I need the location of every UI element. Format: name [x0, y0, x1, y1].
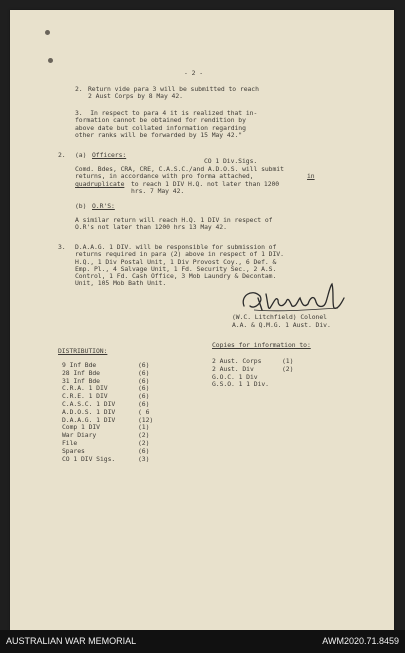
distribution-row-name: 28 Inf Bde [62, 368, 100, 377]
distribution-row-name: A.D.O.S. 1 DIV [62, 407, 116, 416]
ors-heading: O.R'S: [92, 202, 115, 210]
item-b-label: (b) [75, 202, 87, 210]
page-number: - 2 - [184, 69, 203, 77]
distribution-row-name: 31 Inf Bde [62, 376, 100, 385]
distribution-row-name: Comp 1 DIV [62, 423, 100, 432]
copies-row-name: 2 Aust. Div [212, 364, 254, 373]
distribution-row-name: File [62, 439, 78, 447]
distribution-row-count: (6) [138, 446, 150, 455]
distribution-row-count: (6) [138, 392, 150, 401]
distribution-row-count: (3) [138, 454, 150, 463]
document-page [10, 10, 394, 630]
copies-row-name: G.O.C. 1 Div [212, 372, 258, 381]
para-2-num: 2. [75, 85, 83, 93]
realized-para-text: 3. In respect to para 4 it is realized that in- formation cannot be obtained for rendition by above date but collated information regarding other ranks will be forwarded by 15 May 42." [75, 109, 258, 139]
officers-text-quadruplicate: quadruplicate [75, 180, 125, 188]
archive-footer [0, 630, 405, 653]
distribution-row-count: (6) [138, 376, 150, 385]
distribution-row-count: (1) [138, 423, 150, 432]
distribution-row-count: (2) [138, 431, 150, 440]
officers-text: Comd. Bdes, CRA, CRE, C.A.S.C./and A.D.O.S. will submit returns, in accordance with pro forma attached, [75, 165, 284, 181]
copies-row-count: (1) [282, 357, 294, 365]
para-3-text: D.A.A.G. 1 DIV. will be responsible for submission of returns required in para (2) above in respect of 1 DIV. H.Q., 1 Div Postal Unit, 1 Div Provost Coy., 6 Def. & Emp. Pl., 4 Salvage Unit, 1 Fd. Security Sec., 2 A.S. Control, 1 Fd. Cash Office, 3 Mob Laundry & Decontam. Unit, 105 Mob Bath Unit. [75, 243, 284, 288]
copies-row-name: G.S.O. 1 1 Div. [212, 380, 269, 389]
distribution-row-name: C.A.S.C. 1 DIV [62, 400, 116, 408]
footer-left: AUSTRALIAN WAR MEMORIAL [6, 636, 137, 646]
distribution-row-name: 9 Inf Bde [62, 361, 97, 369]
punch-hole [45, 30, 50, 35]
section-2-num: 2. [58, 151, 66, 159]
officers-text-in: in [307, 172, 315, 180]
officers-text-deadline: to reach 1 DIV H.Q. not later than 1200 hrs. 7 May 42. [131, 180, 280, 196]
distribution-row-name: C.R.A. 1 DIV [62, 384, 108, 393]
distribution-row-count: ( 6 [138, 407, 150, 416]
footer-right: AWM2020.71.8459 [322, 636, 399, 646]
distribution-row-name: War Diary [62, 431, 97, 440]
copies-row-name: 2 Aust. Corps [212, 357, 262, 365]
distribution-row-name: C.R.E. 1 DIV [62, 392, 108, 401]
distribution-row-count: (6) [138, 368, 150, 377]
ors-text: A similar return will reach H.Q. 1 DIV in respect of O.R's not later than 1200 hrs 13 May 42. [75, 216, 273, 232]
signature-name: (W.C. Litchfield) Colonel [232, 313, 327, 321]
distribution-row-count: (12) [138, 415, 154, 424]
distribution-row-count: (6) [138, 361, 150, 369]
signature-title: A.A. & Q.M.G. 1 Aust. Div. [232, 321, 331, 329]
punch-hole [48, 58, 53, 63]
para-3-num: 3. [58, 243, 66, 251]
distribution-row-name: D.A.A.G. 1 DIV [62, 415, 116, 424]
distribution-row-name: CO 1 DIV Sigs. [62, 454, 116, 463]
copies-heading: Copies for information to: [212, 341, 311, 349]
distribution-row-count: (2) [138, 439, 150, 447]
distribution-heading: DISTRIBUTION: [58, 347, 108, 355]
distribution-row-count: (6) [138, 400, 150, 408]
distribution-row-count: (6) [138, 384, 150, 393]
copies-row-count: (2) [282, 364, 294, 373]
distribution-row-name: Spares [62, 446, 85, 455]
officers-heading: Officers: [92, 151, 127, 159]
item-a-label: (a) [75, 151, 87, 159]
co-line: CO 1 Div.Sigs. [204, 157, 258, 165]
return-para-text: Return vide para 3 will be submitted to reach 2 Aust Corps by 8 May 42. [88, 85, 259, 101]
